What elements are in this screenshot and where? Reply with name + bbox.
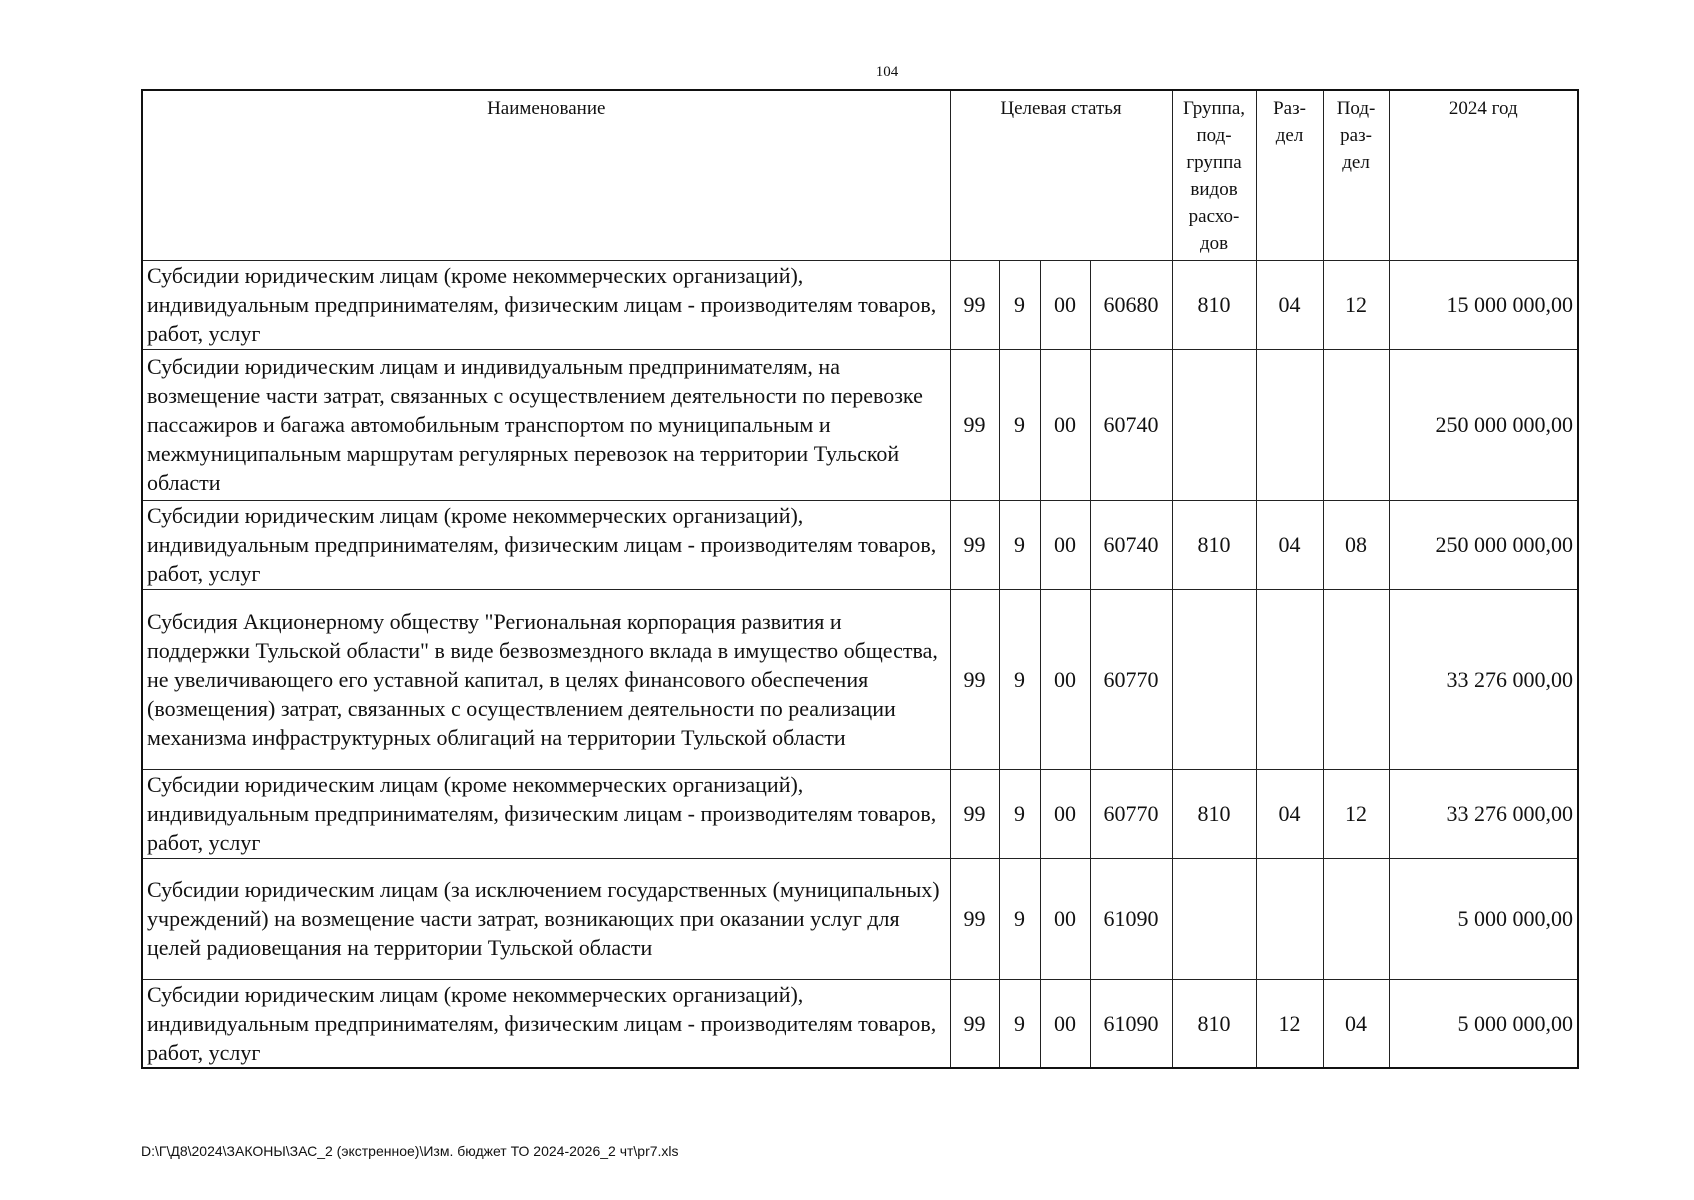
row-code-program-cell: 99: [950, 260, 999, 349]
row-name-cell: Субсидии юридическим лицам (кроме некоммерческих организаций), индивидуальным предпринимателям, физическим лицам - производителям товаров, работ, услуг: [142, 500, 950, 589]
row-section-cell: 04: [1256, 500, 1323, 589]
row-subsection-cell: 12: [1323, 769, 1389, 858]
row-code-article-cell: 60680: [1090, 260, 1172, 349]
row-code-subprogram-cell: 9: [999, 858, 1040, 979]
row-amount-cell: 5 000 000,00: [1389, 979, 1578, 1068]
row-code-program-cell: 99: [950, 769, 999, 858]
row-subsection-cell: 08: [1323, 500, 1389, 589]
table-row: [142, 349, 1578, 500]
header-year: 2024 год: [1389, 90, 1578, 260]
row-section-cell: [1256, 589, 1323, 769]
row-amount-cell: 15 000 000,00: [1389, 260, 1578, 349]
row-code-subprogram-cell: 9: [999, 500, 1040, 589]
row-subsection-cell: 04: [1323, 979, 1389, 1068]
file-path-footer: D:\Г\Д8\2024\ЗАКОНЫ\ЗАС_2 (экстренное)\Изм. бюджет ТО 2024-2026_2 чт\pr7.xls: [141, 1143, 679, 1159]
row-subsection-cell: [1323, 858, 1389, 979]
header-expense-group: Группа, под- группа видов расхо- дов: [1172, 90, 1256, 260]
row-section-cell: 12: [1256, 979, 1323, 1068]
row-subsection-cell: 12: [1323, 260, 1389, 349]
row-name-cell: Субсидии юридическим лицам (кроме некоммерческих организаций), индивидуальным предпринимателям, физическим лицам - производителям товаров, работ, услуг: [142, 769, 950, 858]
row-subsection-cell: [1323, 349, 1389, 500]
row-code-program-cell: 99: [950, 979, 999, 1068]
row-code-article-cell: 60770: [1090, 589, 1172, 769]
page-number: 104: [875, 64, 899, 80]
row-code-article-cell: 60770: [1090, 769, 1172, 858]
row-code-article-cell: 61090: [1090, 979, 1172, 1068]
row-code-subprogram-cell: 9: [999, 589, 1040, 769]
row-section-cell: [1256, 858, 1323, 979]
row-code-direction-cell: 00: [1040, 349, 1090, 500]
table-row: [142, 260, 1578, 349]
row-subsection-cell: [1323, 589, 1389, 769]
row-expense-group-cell: [1172, 349, 1256, 500]
row-section-cell: 04: [1256, 260, 1323, 349]
row-name-cell: Субсидии юридическим лицам и индивидуальным предпринимателям, на возмещение части затрат, связанных с осуществлением деятельности по перевозке пассажиров и багажа автомобильным транспортом по муниципальным и межмуниципальным маршрутам регулярных перевозок на территории Тульской области: [142, 349, 950, 500]
row-expense-group-cell: [1172, 589, 1256, 769]
row-code-program-cell: 99: [950, 500, 999, 589]
row-expense-group-cell: 810: [1172, 500, 1256, 589]
row-name-cell: Субсидии юридическим лицам (кроме некоммерческих организаций), индивидуальным предпринимателям, физическим лицам - производителям товаров, работ, услуг: [142, 979, 950, 1068]
row-name-cell: Субсидии юридическим лицам (за исключением государственных (муниципальных) учреждений) на возмещение части затрат, возникающих при оказании услуг для целей радиовещания на территории Тульской области: [142, 858, 950, 979]
table-header-row: [142, 90, 1578, 260]
row-name-cell: Субсидии юридическим лицам (кроме некоммерческих организаций), индивидуальным предпринимателям, физическим лицам - производителям товаров, работ, услуг: [142, 260, 950, 349]
row-code-program-cell: 99: [950, 349, 999, 500]
row-code-direction-cell: 00: [1040, 858, 1090, 979]
row-code-direction-cell: 00: [1040, 500, 1090, 589]
row-section-cell: 04: [1256, 769, 1323, 858]
row-amount-cell: 250 000 000,00: [1389, 349, 1578, 500]
table-row: [142, 589, 1578, 769]
row-code-article-cell: 60740: [1090, 500, 1172, 589]
row-code-direction-cell: 00: [1040, 260, 1090, 349]
row-name-cell: Субсидия Акционерному обществу "Региональная корпорация развития и поддержки Тульской области" в виде безвозмездного вклада в имущество общества, не увеличивающего его уставной капитал, в целях финансового обеспечения (возмещения) затрат, связанных с осуществлением деятельности по реализации механизма инфраструктурных облигаций на территории Тульской области: [142, 589, 950, 769]
row-code-subprogram-cell: 9: [999, 979, 1040, 1068]
row-code-program-cell: 99: [950, 858, 999, 979]
table-row: [142, 769, 1578, 858]
header-name: Наименование: [142, 90, 950, 260]
row-code-direction-cell: 00: [1040, 589, 1090, 769]
row-code-subprogram-cell: 9: [999, 260, 1040, 349]
row-expense-group-cell: 810: [1172, 979, 1256, 1068]
row-code-article-cell: 61090: [1090, 858, 1172, 979]
row-expense-group-cell: [1172, 858, 1256, 979]
row-amount-cell: 33 276 000,00: [1389, 589, 1578, 769]
table-row: [142, 500, 1578, 589]
row-code-subprogram-cell: 9: [999, 769, 1040, 858]
row-code-program-cell: 99: [950, 589, 999, 769]
row-amount-cell: 250 000 000,00: [1389, 500, 1578, 589]
row-expense-group-cell: 810: [1172, 260, 1256, 349]
table-row: [142, 979, 1578, 1068]
table-row: [142, 858, 1578, 979]
header-section: Раз- дел: [1256, 90, 1323, 260]
header-subsection: Под- раз- дел: [1323, 90, 1389, 260]
row-code-subprogram-cell: 9: [999, 349, 1040, 500]
row-expense-group-cell: 810: [1172, 769, 1256, 858]
header-target-article: Целевая статья: [950, 90, 1172, 260]
row-code-direction-cell: 00: [1040, 979, 1090, 1068]
row-amount-cell: 5 000 000,00: [1389, 858, 1578, 979]
budget-table: [141, 89, 1579, 1069]
row-section-cell: [1256, 349, 1323, 500]
row-code-article-cell: 60740: [1090, 349, 1172, 500]
row-amount-cell: 33 276 000,00: [1389, 769, 1578, 858]
row-code-direction-cell: 00: [1040, 769, 1090, 858]
